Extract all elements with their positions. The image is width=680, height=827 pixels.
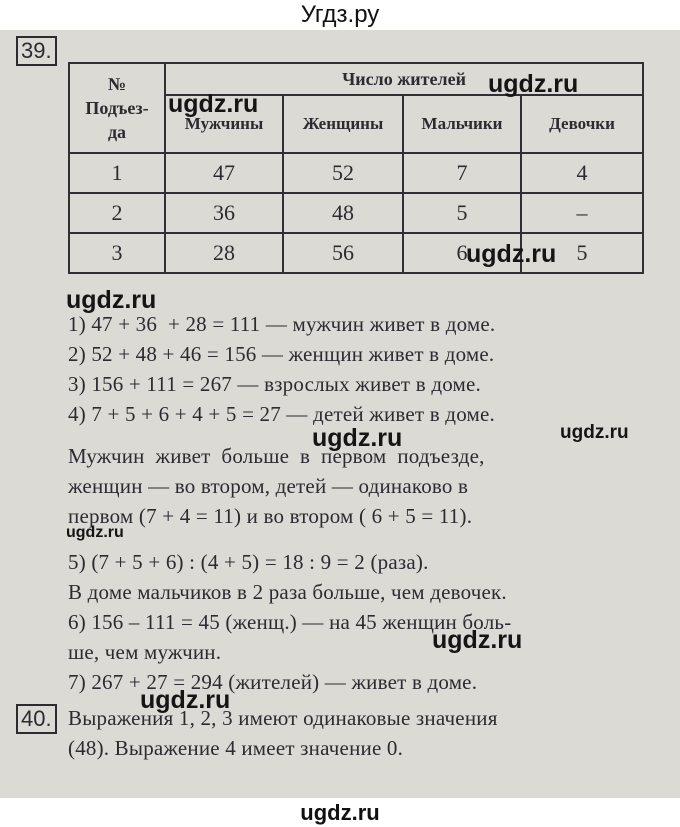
solution-line-6-cont: ше, чем мужчин.	[68, 640, 222, 664]
col-header-women: Женщины	[283, 95, 403, 153]
table-cell: 52	[283, 153, 403, 193]
conclusion-line-1: Мужчин живет больше в первом подъезде,	[68, 444, 485, 468]
conclusion-line-4: В доме мальчиков в 2 раза больше, чем девочек.	[68, 580, 507, 604]
header-num-word1: Подъез-	[85, 98, 149, 118]
solution-line-2: 2) 52 + 48 + 46 = 156 — женщин живет в доме.	[68, 342, 495, 366]
col-header-men: Мужчины	[165, 95, 283, 153]
solution-line-6: 6) 156 – 111 = 45 (женщ.) — на 45 женщин боль-	[68, 610, 512, 634]
watermark: ugdz.ru	[432, 626, 523, 654]
table-row	[69, 193, 643, 233]
table-cell: 4	[521, 153, 643, 193]
task-39-number: 39.	[16, 36, 57, 66]
residents-group-header: Число жителей	[165, 63, 643, 95]
solution-line-1: 1) 47 + 36 + 28 = 111 — мужчин живет в доме.	[68, 312, 496, 336]
table-cell: –	[521, 193, 643, 233]
watermark: ugdz.ru	[66, 524, 124, 541]
watermark: ugdz.ru	[560, 422, 629, 443]
table-cell: 7	[403, 153, 521, 193]
site-header: Угдз.ру	[0, 0, 680, 30]
table-cell: 6	[403, 233, 521, 273]
task-40-line-2: (48). Выражение 4 имеет значение 0.	[68, 736, 404, 760]
watermark: ugdz.ru	[312, 424, 403, 452]
solution-line-4: 4) 7 + 5 + 6 + 4 + 5 = 27 — детей живет в доме.	[68, 402, 495, 426]
header-num-sign: №	[107, 74, 127, 94]
table-cell: 2	[69, 193, 165, 233]
watermark: ugdz.ru	[140, 686, 231, 714]
table-cell: 1	[69, 153, 165, 193]
table-row	[69, 233, 643, 273]
table-cell: 47	[165, 153, 283, 193]
task-40-number: 40.	[16, 704, 57, 734]
conclusion-line-2: женщин — во втором, детей — одинаково в	[68, 474, 469, 498]
entrance-number-header	[69, 63, 165, 153]
watermark: ugdz.ru	[488, 70, 579, 98]
table-cell: 28	[165, 233, 283, 273]
solution-line-3: 3) 156 + 111 = 267 — взрослых живет в доме.	[68, 372, 481, 396]
table-cell: 5	[403, 193, 521, 233]
watermark: ugdz.ru	[66, 286, 157, 314]
table-row	[69, 153, 643, 193]
conclusion-line-3: первом (7 + 4 = 11) и во втором ( 6 + 5 = 11).	[68, 504, 473, 528]
col-header-girls: Девочки	[521, 95, 643, 153]
textbook-page	[0, 30, 680, 798]
solution-line-5: 5) (7 + 5 + 6) : (4 + 5) = 18 : 9 = 2 (раза).	[68, 550, 429, 574]
task-40-line-1: Выражения 1, 2, 3 имеют одинаковые значения	[68, 706, 498, 730]
solution-line-7: 7) 267 + 27 = 294 (жителей) — живет в доме.	[68, 670, 478, 694]
table-cell: 48	[283, 193, 403, 233]
watermark: ugdz.ru	[466, 240, 557, 268]
site-footer: ugdz.ru	[0, 798, 680, 827]
table-cell: 5	[521, 233, 643, 273]
watermark: ugdz.ru	[168, 90, 259, 118]
table-cell: 3	[69, 233, 165, 273]
table-cell: 36	[165, 193, 283, 233]
col-header-boys: Мальчики	[403, 95, 521, 153]
header-num-word2: да	[107, 122, 127, 142]
table-cell: 56	[283, 233, 403, 273]
